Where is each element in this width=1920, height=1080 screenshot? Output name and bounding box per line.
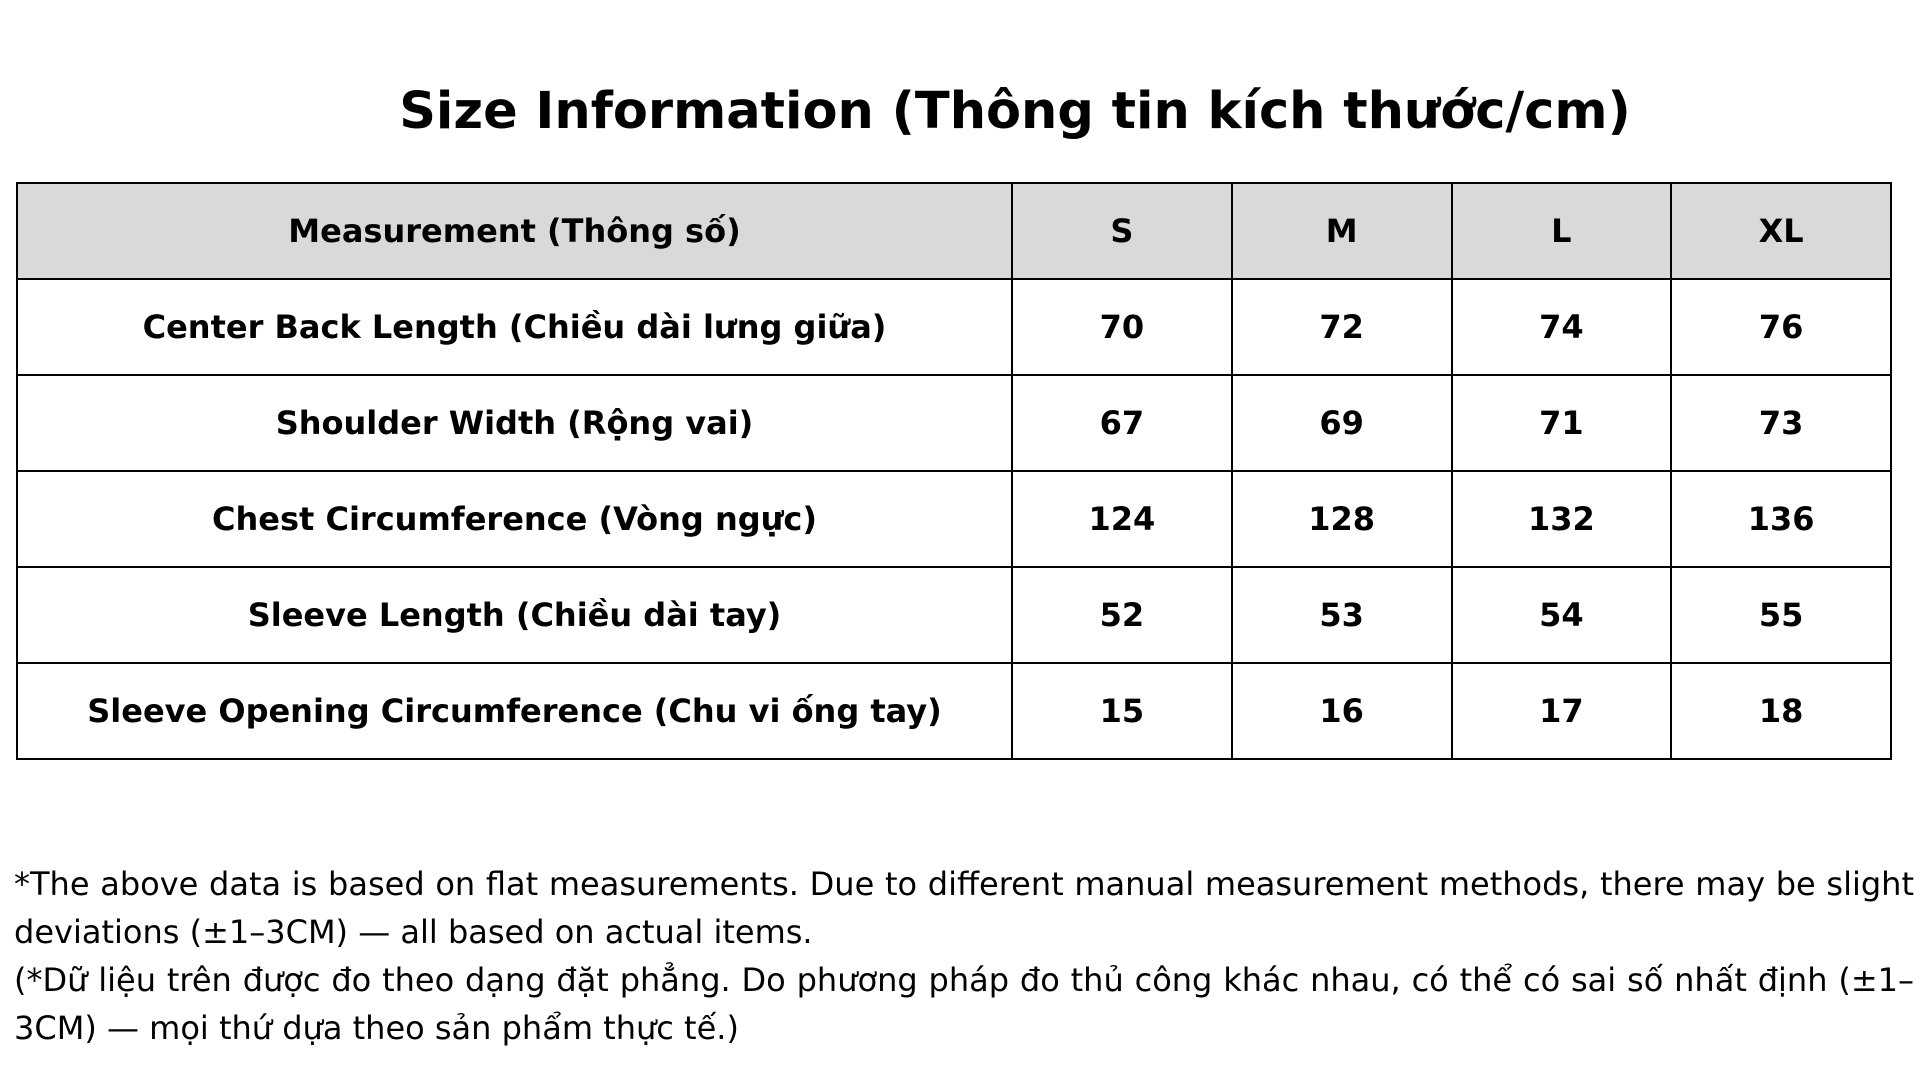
- table-row: [17, 279, 1891, 375]
- note-english: *The above data is based on flat measurements. Due to different manual measurement methods, there may be slight deviations (±1–3CM) — all based on actual items.: [14, 865, 1914, 951]
- header-size-l: L: [1452, 183, 1672, 279]
- cell-value: 17: [1452, 663, 1672, 759]
- cell-value: 73: [1671, 375, 1891, 471]
- cell-value: 71: [1452, 375, 1672, 471]
- table-header-row: [17, 183, 1891, 279]
- row-label: Shoulder Width (Rộng vai): [17, 375, 1012, 471]
- cell-value: 16: [1232, 663, 1452, 759]
- row-label: Chest Circumference (Vòng ngực): [17, 471, 1012, 567]
- header-size-xl: XL: [1671, 183, 1891, 279]
- cell-value: 136: [1671, 471, 1891, 567]
- cell-value: 52: [1012, 567, 1232, 663]
- cell-value: 18: [1671, 663, 1891, 759]
- cell-value: 55: [1671, 567, 1891, 663]
- cell-value: 54: [1452, 567, 1672, 663]
- note-vietnamese: (*Dữ liệu trên được đo theo dạng đặt phẳng. Do phương pháp đo thủ công khác nhau, có thể có sai số nhất định (±1–3CM) — mọi thứ dựa theo sản phẩm thực tế.): [14, 961, 1914, 1047]
- cell-value: 70: [1012, 279, 1232, 375]
- table-row: [17, 375, 1891, 471]
- cell-value: 72: [1232, 279, 1452, 375]
- table-row: [17, 663, 1891, 759]
- cell-value: 124: [1012, 471, 1232, 567]
- cell-value: 69: [1232, 375, 1452, 471]
- header-size-m: M: [1232, 183, 1452, 279]
- cell-value: 128: [1232, 471, 1452, 567]
- table-row: [17, 567, 1891, 663]
- size-table: [16, 182, 1892, 760]
- cell-value: 132: [1452, 471, 1672, 567]
- cell-value: 74: [1452, 279, 1672, 375]
- header-size-s: S: [1012, 183, 1232, 279]
- row-label: Sleeve Length (Chiều dài tay): [17, 567, 1012, 663]
- cell-value: 53: [1232, 567, 1452, 663]
- cell-value: 67: [1012, 375, 1232, 471]
- cell-value: 76: [1671, 279, 1891, 375]
- row-label: Sleeve Opening Circumference (Chu vi ống tay): [17, 663, 1012, 759]
- table-row: [17, 471, 1891, 567]
- cell-value: 15: [1012, 663, 1232, 759]
- page-title: Size Information (Thông tin kích thước/cm): [399, 82, 1631, 142]
- row-label: Center Back Length (Chiều dài lưng giữa): [17, 279, 1012, 375]
- header-measurement: Measurement (Thông số): [17, 183, 1012, 279]
- measurement-notes: [14, 860, 1914, 1052]
